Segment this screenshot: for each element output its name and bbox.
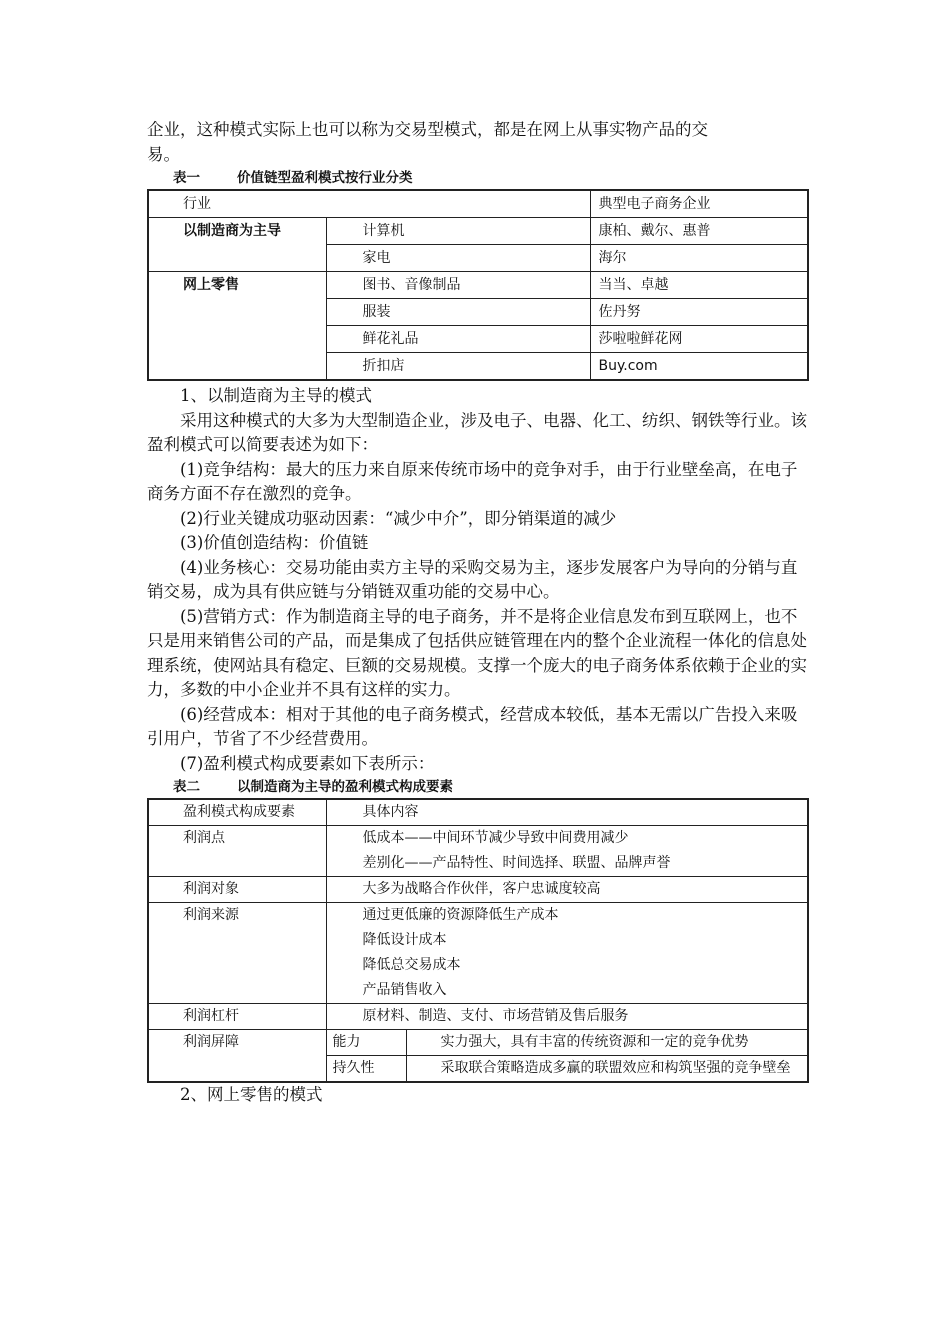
table-row bbox=[148, 1004, 808, 1030]
section2-heading: 2、网上零售的模式 bbox=[180, 1085, 323, 1104]
sub-industry: 服装 bbox=[326, 299, 590, 326]
content-line: 大多为战略合作伙伴，客户忠诚度较高 bbox=[362, 881, 601, 897]
header-element: 盈利模式构成要素 bbox=[148, 799, 326, 826]
element-cell: 利润点 bbox=[148, 826, 326, 877]
content-line: 低成本——中间环节减少导致中间费用减少 bbox=[362, 830, 629, 846]
table-row bbox=[148, 877, 808, 903]
group-name: 网上零售 bbox=[148, 272, 326, 381]
barrier-sub-label: 持久性 bbox=[326, 1056, 406, 1083]
content-cell bbox=[326, 1004, 808, 1030]
body-paragraph: (4)业务核心：交易功能由卖方主导的采购交易为主，逐步发展客户为导向的分销与直销交易，成为具有供应链与分销链双重功能的交易中心。 bbox=[147, 557, 798, 601]
body-paragraph: (1)竞争结构：最大的压力来自原来传统市场中的竞争对手，由于行业壁垒高，在电子商务方面不存在激烈的竞争。 bbox=[147, 459, 798, 503]
element-cell: 利润屏障 bbox=[148, 1030, 326, 1083]
intro-line-1: 企业，这种模式实际上也可以称为交易型模式，都是在网上从事实物产品的交 bbox=[147, 120, 708, 139]
content-line: 原材料、制造、支付、市场营销及售后服务 bbox=[362, 1008, 629, 1024]
table-row bbox=[148, 826, 808, 877]
table-row bbox=[148, 1030, 808, 1056]
content-cell bbox=[326, 903, 808, 1004]
company-cell: 佐丹努 bbox=[590, 299, 808, 326]
body-paragraph: (5)营销方式：作为制造商主导的电子商务，并不是将企业信息发布到互联网上，也不只是用来销售公司的产品，而是集成了包括供应链管理在内的整个企业流程一体化的信息处理系统，使网站具有稳定、巨额的交易规模。支撑一个庞大的电子商务体系依赖于企业的实力，多数的中小企业并不具有这样的实力。 bbox=[147, 606, 807, 699]
element-cell: 利润杠杆 bbox=[148, 1004, 326, 1030]
table1-caption-title: 价值链型盈利模式按行业分类 bbox=[237, 170, 413, 186]
profit-elements-table bbox=[147, 798, 809, 1083]
sub-industry: 折扣店 bbox=[326, 353, 590, 381]
body-paragraph: (6)经营成本：相对于其他的电子商务模式，经营成本较低，基本无需以广告投入来吸引用户，节省了不少经营费用。 bbox=[147, 704, 798, 748]
header-content: 具体内容 bbox=[326, 799, 808, 826]
table2-caption bbox=[147, 776, 807, 798]
element-cell: 利润来源 bbox=[148, 903, 326, 1004]
group-name: 以制造商为主导 bbox=[148, 218, 326, 272]
content-line: 降低总交易成本 bbox=[362, 957, 461, 973]
content-line: 通过更低廉的资源降低生产成本 bbox=[362, 907, 559, 923]
table2-caption-num: 表二 bbox=[173, 779, 200, 795]
sub-industry: 计算机 bbox=[326, 218, 590, 245]
document-page bbox=[147, 118, 807, 1108]
table-row bbox=[148, 272, 808, 299]
header-industry: 行业 bbox=[148, 190, 590, 218]
content-line: 差别化——产品特性、时间选择、联盟、品牌声誉 bbox=[362, 855, 671, 871]
table-row bbox=[148, 218, 808, 245]
company-cell: 当当、卓越 bbox=[590, 272, 808, 299]
body-paragraph: (2)行业关键成功驱动因素：“减少中介”，即分销渠道的减少 bbox=[180, 508, 617, 528]
sub-industry: 家电 bbox=[326, 245, 590, 272]
section1-heading: 1、以制造商为主导的模式 bbox=[180, 386, 372, 405]
content-line: 降低设计成本 bbox=[362, 932, 447, 948]
body-paragraph: 采用这种模式的大多为大型制造企业，涉及电子、电器、化工、纺织、钢铁等行业。该盈利模式可以简要表述为如下： bbox=[147, 410, 807, 454]
element-cell: 利润对象 bbox=[148, 877, 326, 903]
sub-industry: 鲜花礼品 bbox=[326, 326, 590, 353]
body-paragraph: (3)价值创造结构：价值链 bbox=[180, 533, 369, 552]
industry-table bbox=[147, 189, 809, 381]
intro-line-2: 易。 bbox=[147, 144, 180, 164]
company-cell: 海尔 bbox=[590, 245, 808, 272]
barrier-sub-content: 实力强大，具有丰富的传统资源和一定的竞争优势 bbox=[406, 1030, 808, 1056]
barrier-sub-content: 采取联合策略造成多赢的联盟效应和构筑坚强的竞争壁垒 bbox=[406, 1056, 808, 1083]
body-paragraph: (7)盈利模式构成要素如下表所示： bbox=[180, 753, 435, 773]
table2-caption-title: 以制造商为主导的盈利模式构成要素 bbox=[237, 779, 453, 795]
table1-caption-num: 表一 bbox=[173, 170, 200, 186]
company-cell: Buy.com bbox=[590, 353, 808, 381]
content-cell bbox=[326, 877, 808, 903]
table1-caption bbox=[147, 167, 807, 189]
table-header-row bbox=[148, 190, 808, 218]
table-row bbox=[148, 903, 808, 1004]
table-header-row bbox=[148, 799, 808, 826]
company-cell: 康柏、戴尔、惠普 bbox=[590, 218, 808, 245]
content-cell bbox=[326, 826, 808, 877]
content-line: 产品销售收入 bbox=[362, 982, 447, 998]
header-companies: 典型电子商务企业 bbox=[590, 190, 808, 218]
sub-industry: 图书、音像制品 bbox=[326, 272, 590, 299]
barrier-sub-label: 能力 bbox=[326, 1030, 406, 1056]
company-cell: 莎啦啦鲜花网 bbox=[590, 326, 808, 353]
